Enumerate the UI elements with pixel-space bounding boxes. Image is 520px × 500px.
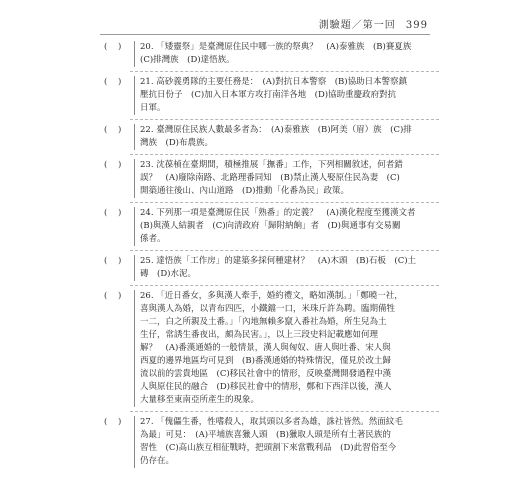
question-separator xyxy=(130,202,439,203)
header-title: 測驗題／第一回 xyxy=(318,20,396,31)
question-item xyxy=(104,76,439,115)
answer-blank[interactable]: ( ) xyxy=(104,417,126,427)
question-item xyxy=(104,416,439,468)
question-text xyxy=(134,124,439,150)
question-text xyxy=(134,159,439,198)
question-line: 喜與漢人為婚，以青布四匹，小鐵鐺一口，米珠斤許為聘。臨期備牲 xyxy=(140,304,396,314)
question-text xyxy=(134,290,439,407)
question-line: 23. 沈葆楨在臺期間，積極推展「撫番」工作，下列相關敘述，何者錯 xyxy=(140,160,403,170)
question-separator xyxy=(130,250,439,251)
page-number: 399 xyxy=(405,20,428,31)
question-line: 磚 (D)水泥。 xyxy=(140,269,196,279)
question-line: 26. 「近日番女，多與漢人牽手，婚約禮文，略如漢制。」「鄭曉一社， xyxy=(140,291,403,301)
question-line: 係者。 xyxy=(140,234,166,244)
answer-blank[interactable]: ( ) xyxy=(104,42,126,52)
question-text xyxy=(134,76,439,115)
question-line: 25. 達悟族「工作房」的建築多採何種建材？ (A)木頭 (B)石板 (C)土 xyxy=(140,256,417,266)
question-line: 日軍。 xyxy=(140,103,166,113)
question-line: 流以前的雲貴地區 (C)移民社會中的情形，反映臺灣開發過程中漢 xyxy=(140,369,392,379)
question-line: 灣族 (D)布農族。 xyxy=(140,138,213,148)
question-separator xyxy=(130,119,439,120)
answer-blank[interactable]: ( ) xyxy=(104,208,126,218)
question-line: 27. 「傀儡生番，性嗜殺人，取其頭以多者為雄，誅社皆然。然面紋毛 xyxy=(140,417,403,427)
question-item xyxy=(104,41,439,67)
question-text xyxy=(134,207,439,246)
question-item xyxy=(104,255,439,281)
question-line: 一二，白之所親及土番。」「內地無賴多竄入番社為婚，所生兒為土 xyxy=(140,317,387,327)
question-text xyxy=(134,416,439,468)
question-item xyxy=(104,124,439,150)
question-line: 仍存在。 xyxy=(140,456,175,466)
question-line: 為最」可見： (A)平埔族喜獵人頭 (B)獵取人頭是所有土著民族的 xyxy=(140,430,391,440)
question-separator xyxy=(130,71,439,72)
question-line: (C)排灣族 (D)達悟族。 xyxy=(140,55,235,65)
question-line: 生仔，常誘生番夜出，頗為民害。」，以上三段史料記載應如何理 xyxy=(140,330,379,340)
answer-blank[interactable]: ( ) xyxy=(104,291,126,301)
question-text xyxy=(134,41,439,67)
question-line: 西夏的邊界地區均可見到 (B)番漢通婚的特殊情況，僅見於改土歸 xyxy=(140,356,391,366)
question-text xyxy=(134,255,439,281)
question-line: 24. 下列那一項是臺灣原住民「熟番」的定義？ (A)漢化程度至獲漢文者 xyxy=(140,208,416,218)
question-line: (B)與漢人結親者 (C)向清政府「歸附納餉」者 (D)與通事有交易關 xyxy=(140,221,401,231)
question-line: 誤？ (A)廢除南路、北路理番同知 (B)禁止漢人娶原住民為妻 (C) xyxy=(140,173,400,183)
question-line: 人與原住民的融合 (D)移民社會中的情形，鄭和下西洋以後，漢人 xyxy=(140,382,392,392)
question-list xyxy=(104,41,439,468)
question-separator xyxy=(130,154,439,155)
question-separator xyxy=(130,285,439,286)
question-item xyxy=(104,207,439,246)
answer-blank[interactable]: ( ) xyxy=(104,160,126,170)
question-item xyxy=(104,290,439,407)
question-line: 習性 (C)高山族互相征戰時，把頭割下來當戰利品 (D)此習俗至今 xyxy=(140,443,397,453)
answer-blank[interactable]: ( ) xyxy=(104,256,126,266)
question-line: 壓抗日份子 (C)加入日本軍方攻打南洋各地 (D)協助重慶政府對抗 xyxy=(140,90,397,100)
question-separator xyxy=(130,411,439,412)
answer-blank[interactable]: ( ) xyxy=(104,77,126,87)
question-line: 21. 高砂義勇隊的主要任務是： (A)對抗日本警察 (B)協助日本警察鎮 xyxy=(140,77,408,87)
question-line: 解？ (A)番漢通婚的一般情景，漢人與匈奴、唐人與吐番、宋人與 xyxy=(140,343,391,353)
question-line: 大量移至東南亞所產生的現象。 xyxy=(140,395,260,405)
running-header xyxy=(319,16,428,31)
question-line: 22. 臺灣原住民族人數最多者為： (A)泰雅族 (B)阿美（眉）族 (C)排 xyxy=(140,125,412,135)
question-line: 開築通往後山、內山道路 (D)推動「化番為民」政策。 xyxy=(140,186,349,196)
question-item xyxy=(104,159,439,198)
answer-blank[interactable]: ( ) xyxy=(104,125,126,135)
question-line: 20. 「矮靈祭」是臺灣原住民中哪一族的祭典？ (A)泰雅族 (B)賽夏族 xyxy=(140,42,412,52)
header-rule xyxy=(100,34,430,35)
